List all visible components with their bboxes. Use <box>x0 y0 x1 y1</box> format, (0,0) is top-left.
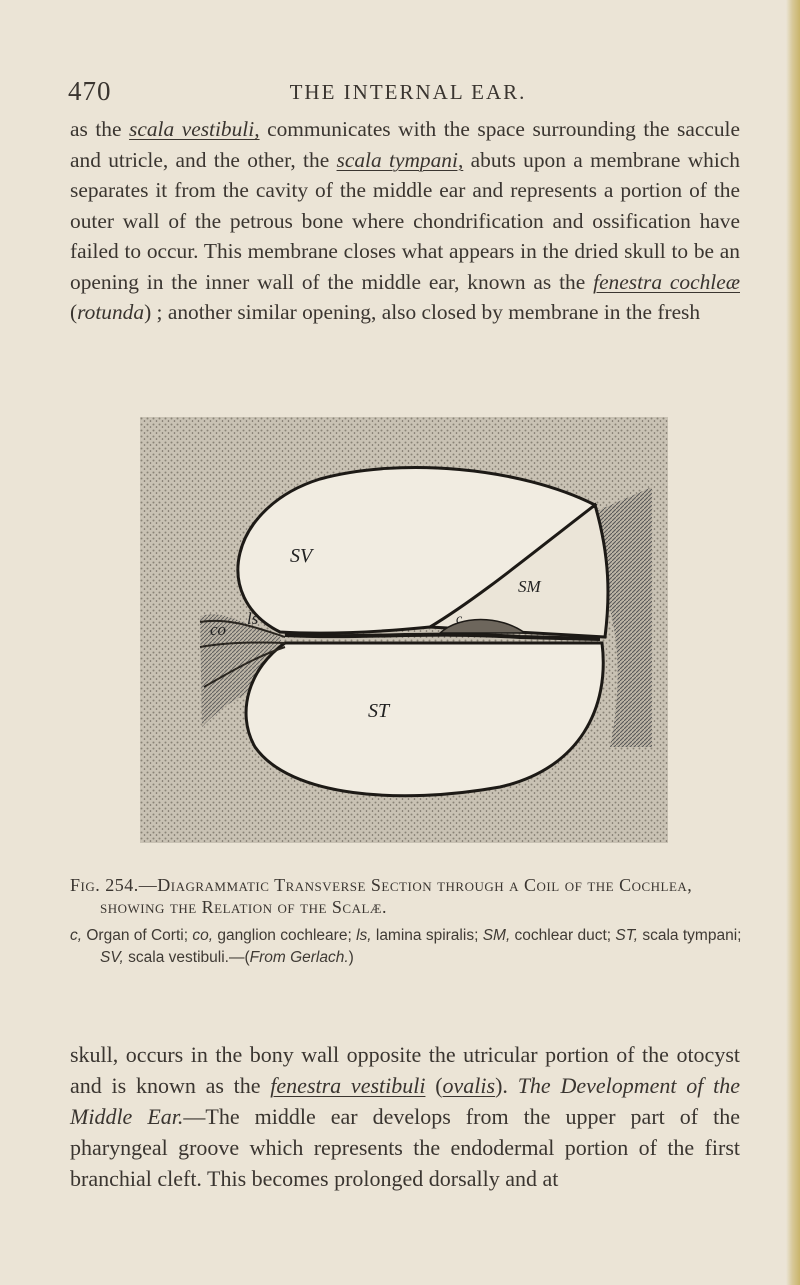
text-run: —The middle ear develops from the upper part of the pharyngeal groove which represents the endodermal portion of the first branchial cleft. This becomes prolonged dorsally and at <box>70 1104 740 1191</box>
bottom-paragraph <box>70 1039 740 1194</box>
text-run: ( <box>70 300 78 324</box>
label-c: c <box>456 612 463 627</box>
legend-key: co, <box>192 927 214 944</box>
term-scala-tympani: scala tympani, <box>336 147 464 172</box>
legend-text: scala vestibuli.—( <box>123 949 250 966</box>
label-st: ST <box>368 700 390 722</box>
legend-text: Organ of Corti; <box>82 927 193 944</box>
term-fenestra-cochleae: fenestra cochleæ <box>593 269 740 294</box>
text-run: abuts upon a membrane which separates it from the cavity of the middle ear and represents a portion of the outer wall of the petrous bone where chondrification and ossification have failed to occur. This membrane closes what appears in the dried skull to be an opening in the inner wall of the middle ear, known as the <box>70 147 740 294</box>
legend-key: SM, <box>482 927 511 944</box>
term-scala-vestibuli: scala vestibuli, <box>129 117 260 141</box>
top-paragraph <box>70 114 740 328</box>
legend-key: c, <box>70 927 83 944</box>
cochlea-section-figure <box>140 417 668 843</box>
caption-title <box>70 875 742 919</box>
label-co: co <box>210 620 227 639</box>
term-fenestra-vestibuli: fenestra vestibuli <box>270 1073 426 1098</box>
page-number: 470 <box>68 76 112 106</box>
legend-text: ganglion cochleare; <box>213 927 357 944</box>
page-header <box>68 76 748 106</box>
text-run: ). <box>495 1073 518 1098</box>
source-citation: From Gerlach. <box>249 949 349 966</box>
legend-text: ) <box>348 949 354 966</box>
text-run: skull, occurs in the bony wall opposite the utricular portion of the otocyst and is known as the <box>70 1042 740 1098</box>
text-run: ) ; another similar opening, also closed by membrane in the fresh <box>144 300 701 324</box>
text-run: communicates with the space surrounding the saccule and utricle, and the other, the <box>70 117 740 172</box>
term-rotunda: rotunda <box>77 300 145 324</box>
section-heading: The Development of the Middle Ear. <box>70 1073 740 1129</box>
label-sv: SV <box>290 545 313 567</box>
caption-legend <box>70 925 742 969</box>
text-run: as the <box>70 117 130 141</box>
legend-text: cochlear duct; <box>510 927 616 944</box>
legend-text: scala tympani; <box>638 927 742 944</box>
page-edge <box>786 0 800 1285</box>
figure-number: Fig. 254. <box>70 875 139 895</box>
running-head: THE INTERNAL EAR. <box>289 80 527 104</box>
label-ls: ls <box>247 609 259 628</box>
term-ovalis: ovalis <box>442 1073 496 1098</box>
legend-text: lamina spiralis; <box>371 927 483 944</box>
legend-key: ls, <box>356 927 372 944</box>
label-sm: SM <box>518 577 541 596</box>
legend-key: ST, <box>615 927 639 944</box>
legend-key: SV, <box>100 949 124 966</box>
caption-title-text: —Diagrammatic Transverse Section through a Coil of the Cochlea, showing the Relation of the Scalæ. <box>100 875 693 917</box>
figure-caption <box>70 875 742 969</box>
text-run: ( <box>425 1073 443 1098</box>
